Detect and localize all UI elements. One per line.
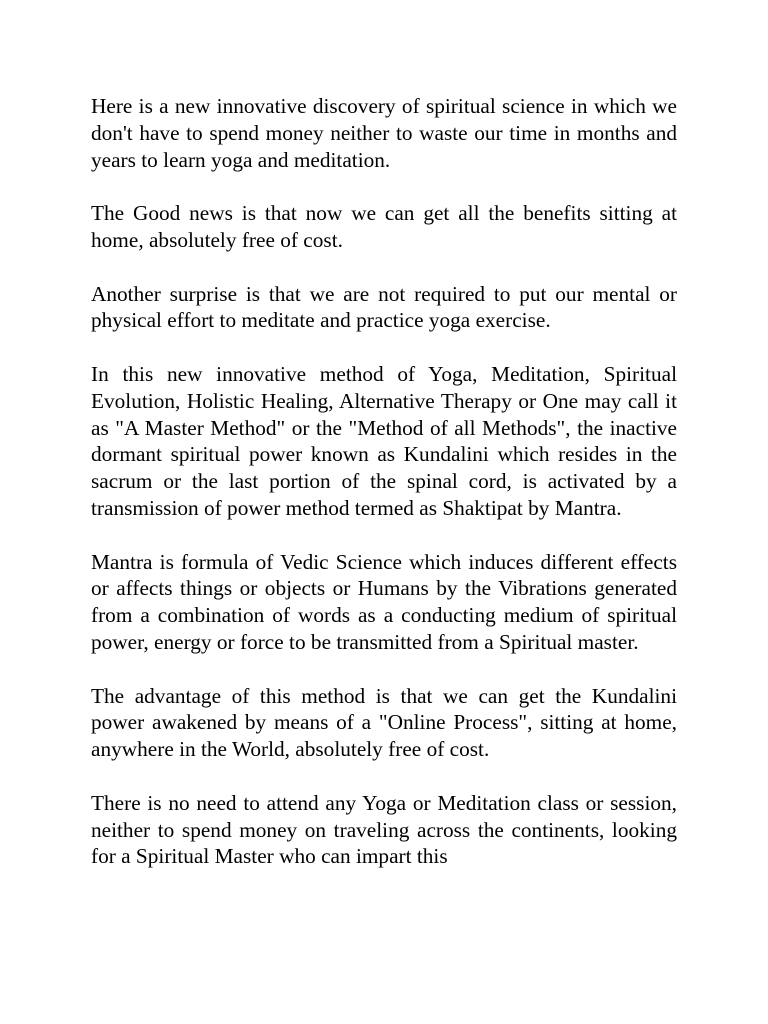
paragraph-mantra: Mantra is formula of Vedic Science which induces different effects or affects things or objects or Humans by the Vibrations generated from a combination of words as a conducting medium of spiritual power, energy or force to be transmitted from a Spiritual master. [91, 549, 677, 654]
paragraph-method: In this new innovative method of Yoga, Meditation, Spiritual Evolution, Holistic Healing, Alternative Therapy or One may call it as "A Master Method" or the "Method of all Methods", the inactive dormant spiritual power known as Kundalini which resides in the sacrum or the last portion of the spinal cord, is activated by a transmission of power method termed as Shaktipat by Mantra. [91, 361, 677, 520]
paragraph-good-news: The Good news is that now we can get all the benefits sitting at home, absolutely free of cost. [91, 201, 677, 252]
document-page [91, 93, 677, 870]
paragraph-no-need: There is no need to attend any Yoga or Meditation class or session, neither to spend money on traveling across the continents, looking for a Spiritual Master who can impart this [91, 790, 677, 869]
paragraph-advantage: The advantage of this method is that we can get the Kundalini power awakened by means of a "Online Process", sitting at home, anywhere in the World, absolutely free of cost. [91, 683, 677, 762]
paragraph-intro: Here is a new innovative discovery of spiritual science in which we don't have to spend money neither to waste our time in months and years to learn yoga and meditation. [91, 94, 677, 172]
paragraph-surprise: Another surprise is that we are not required to put our mental or physical effort to meditate and practice yoga exercise. [91, 281, 677, 333]
